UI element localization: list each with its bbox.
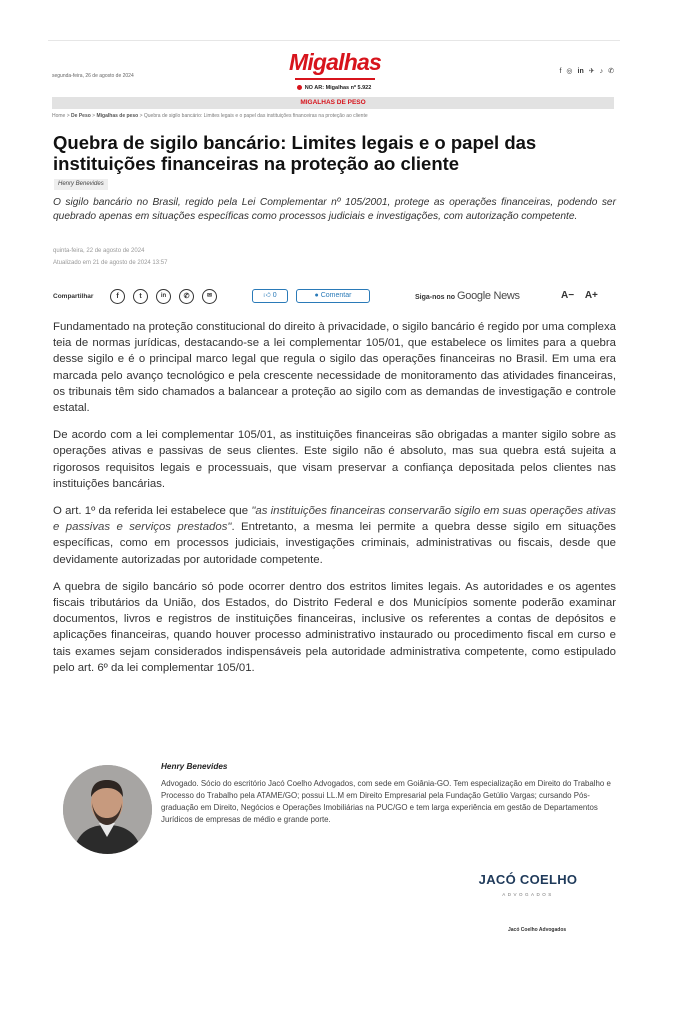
font-increase-button[interactable]: A+ [584, 290, 598, 301]
on-air-bar[interactable] [48, 85, 620, 91]
google-news-logo[interactable]: Google News [457, 290, 520, 302]
breadcrumb-separator: > [92, 113, 96, 119]
comment-label: Comentar [320, 292, 352, 299]
like-button[interactable] [252, 289, 288, 303]
top-divider [48, 40, 620, 41]
google-news-follow[interactable] [415, 290, 520, 302]
thumbs-up-icon: 👍︎ [263, 292, 271, 299]
article-body [53, 319, 616, 687]
author-bio: Advogado. Sócio do escritório Jacó Coelho Advogados, com sede em Goiânia-GO. Tem especialização em Direito do Trabalho e Processo do Trabalho pela ATAME/GO; possui LL.M em Direito Empresarial pela Fundação Getúlio Vargas; cursando Pós-graduação em Direito, Negócios e Operações Imobiliárias na PUC/GO e tem larga experiência em gestão de Departamentos Jurídicos de empresas de médio e grande porte. [161, 779, 611, 824]
paragraph-text: O art. 1º da referida lei estabelece que [53, 505, 252, 518]
breadcrumb-separator: > [139, 113, 143, 119]
facebook-share-icon[interactable]: f [110, 289, 125, 304]
breadcrumb-current: Quebra de sigilo bancário: Limites legais e o papel das instituições financeiras na proteção ao cliente [143, 113, 368, 119]
telegram-icon[interactable]: ✈ [588, 68, 595, 75]
article-lead: O sigilo bancário no Brasil, regido pela Lei Complementar nº 105/2001, protege as operações financeiras, podendo ser quebrado apenas em situações específicas como processos judiciais e investigações, com autorização competente. [53, 197, 616, 223]
share-label: Compartilhar [53, 293, 94, 300]
author-name[interactable]: Henry Benevides [161, 762, 228, 771]
author-avatar [63, 765, 152, 854]
breadcrumb-separator: > [66, 113, 70, 119]
whatsapp-share-icon[interactable]: ✆ [179, 289, 194, 304]
on-air-text[interactable]: NO AR: Migalhas nº 5.922 [304, 85, 372, 91]
paragraph: Fundamentado na proteção constitucional do direito à privacidade, o sigilo bancário é regido por uma complexa teia de normas jurídicas, destacando-se a lei complementar 105/01, que estabelece os limites para a quebra desse sigilo e é o principal marco legal que regula o sigilo das operações financeiras no Brasil. Em uma era marcada pelo avanço tecnológico e pela crescente necessidade de monitoramento das atividades financeiras, os tribunais têm sido chamados a balancear a proteção ao sigilo com as demandas de investigação e controle estatal. [53, 321, 616, 415]
publish-date: quinta-feira, 22 de agosto de 2024 [53, 248, 145, 254]
firm-logo[interactable]: JACÓ COELHO [478, 872, 578, 887]
breadcrumb-de-peso[interactable]: De Peso [71, 113, 91, 119]
tiktok-icon[interactable]: ♪ [599, 68, 604, 75]
breadcrumb-migalhas-de-peso[interactable]: Migalhas de peso [96, 113, 139, 119]
migalhas-logo[interactable] [280, 49, 390, 76]
email-share-icon[interactable]: ✉ [202, 289, 217, 304]
linkedin-icon[interactable]: in [577, 68, 584, 75]
author-photo [63, 765, 152, 854]
paragraph: De acordo com a lei complementar 105/01, as instituições financeiras são obrigadas a manter sigilo sobre as operações ativas e passivas de seus clientes. Este sigilo não é absoluto, mas sua quebra está sujeita a rigorosos requisitos legais e processuais, que visam preservar a confiança depositada pelos clientes nas instituições bancárias. [53, 429, 616, 490]
social-links [559, 68, 614, 76]
live-dot-icon [297, 85, 302, 90]
follow-prefix: Siga-nos no [415, 294, 456, 301]
logo-text[interactable]: Migalhas [288, 49, 381, 75]
section-bar[interactable]: MIGALHAS DE PESO [52, 97, 614, 109]
comment-icon: ● [314, 292, 319, 299]
author-tag[interactable]: Henry Benevides [54, 179, 108, 190]
breadcrumb [52, 113, 368, 119]
paragraph: A quebra de sigilo bancário só pode ocorrer dentro dos estritos limites legais. As autoridades e os agentes fiscais tributários da União, dos Estados, do Distrito Federal e dos Municípios somente poderão examinar documentos, livros e registros de instituições financeiras, inclusive os referentes a contas de depósitos e aplicações financeiras, quando houver processo administrativo instaurado ou procedimento fiscal em curso e tais exames sejam considerados indispensáveis pela autoridade administrativa competente, como estipulado pelo art. 6º da lei complementar 105/01. [53, 580, 616, 674]
logo-underline [295, 78, 375, 80]
paragraph [53, 503, 616, 568]
font-decrease-button[interactable]: A− [561, 290, 575, 301]
whatsapp-icon[interactable]: ✆ [608, 68, 614, 75]
header-date: segunda-feira, 26 de agosto de 2024 [52, 73, 134, 79]
font-size-controls [561, 290, 598, 301]
twitter-share-icon[interactable]: t [133, 289, 148, 304]
updated-date: Atualizado em 21 de agosto de 2024 13:57 [53, 260, 168, 266]
article-title: Quebra de sigilo bancário: Limites legais e o papel das instituições financeiras na proteção ao cliente [53, 132, 537, 174]
paragraph-text: . Entretanto, a mesma lei permite a quebra desse sigilo em situações específicas, como em processos judiciais, investigações criminais, administrativas ou fiscais, desde que devidamente autorizadas por autoridade competente. [53, 521, 616, 566]
comment-button[interactable] [296, 289, 370, 303]
share-bar [53, 287, 616, 307]
firm-caption: Jacó Coelho Advogados [508, 927, 567, 933]
firm-logo-sub: ADVOGADOS [502, 892, 554, 897]
linkedin-share-icon[interactable]: in [156, 289, 171, 304]
like-count: 0 [272, 292, 277, 299]
law-quote: "as instituições financeiras conservarão sigilo em suas operações ativas e passivas e serviços prestados" [53, 505, 616, 534]
instagram-icon[interactable]: ◎ [566, 68, 573, 75]
facebook-icon[interactable]: f [559, 68, 562, 75]
breadcrumb-home[interactable]: Home [52, 113, 66, 119]
